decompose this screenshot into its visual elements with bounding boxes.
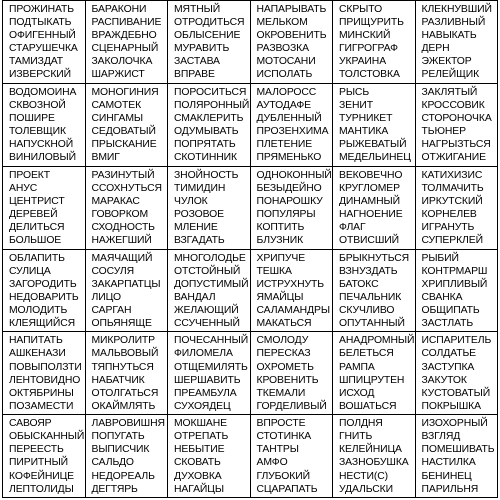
- word-item: УКРАИНА: [339, 56, 387, 68]
- word-item: ОКРОВЕНИТЬ: [256, 30, 327, 42]
- word-cell: [416, 1, 499, 84]
- word-item: ЭЖЕКТОР: [421, 56, 472, 68]
- word-item: СТОРОНОЧКА: [421, 113, 492, 125]
- word-item: ФЛАГ: [339, 222, 366, 234]
- word-item: ОФИГЕННЫЙ: [9, 30, 76, 42]
- word-item: ПОДТЫКАТЬ: [9, 17, 72, 29]
- word-item: САВОЯР: [9, 418, 52, 430]
- word-item: ЛЕПТОЛИДЫ: [9, 483, 74, 495]
- word-item: ОТСТОЙНЫЙ: [174, 265, 241, 277]
- word-item: ЛИЦО: [91, 291, 121, 303]
- word-item: ОПУТАННЫЙ: [339, 317, 405, 329]
- word-item: КОРНЕЛЕВ: [421, 208, 477, 220]
- word-item: ЦЕНТРИСТ: [9, 195, 65, 207]
- word-item: ПИРИТНЫЙ: [9, 457, 69, 469]
- word-item: СКРЫТО: [339, 4, 383, 15]
- word-item: ДЕГТЯРЬ: [91, 483, 138, 495]
- word-item: ТЯПНУТЬСЯ: [91, 361, 154, 373]
- word-item: КОПТИТЬ: [256, 222, 305, 234]
- word-item: ИРКУТСКИЙ: [421, 195, 483, 207]
- word-item: СВАНКА: [421, 291, 463, 303]
- word-item: МЕЛЬКОМ: [256, 17, 308, 29]
- word-item: САМОТЕК: [91, 99, 142, 111]
- word-item: ЗНОЙНОСТЬ: [174, 169, 239, 181]
- word-item: РАЗИНУТЫЙ: [91, 169, 155, 181]
- word-item: СКОТИННИК: [174, 152, 237, 164]
- word-item: СТАРУШЕЧКА: [9, 43, 78, 55]
- word-item: РЫСЬ: [339, 86, 370, 98]
- word-item: СТОТИНКА: [256, 431, 312, 443]
- word-cell: [3, 332, 86, 415]
- word-item: ОХРОМЕТЬ: [256, 361, 314, 373]
- word-item: БРЫКНУТЬСЯ: [339, 252, 410, 264]
- word-item: ОКАЙМЛЯТЬ: [91, 400, 156, 412]
- word-item: ВИНИЛОВЫЙ: [9, 152, 76, 164]
- word-item: МИНСКИЙ: [339, 30, 391, 42]
- word-item: СУПЕРКЛЕЙ: [421, 235, 483, 247]
- word-item: ПРОЖИНАТЬ: [9, 4, 74, 15]
- word-item: БЕЛЕТЬСЯ: [339, 348, 394, 360]
- word-item: ЗАКАРПАТЦЫ: [91, 278, 161, 290]
- word-item: КРОССОВИК: [421, 99, 485, 111]
- word-item: МОНОГИНИЯ: [91, 86, 159, 98]
- word-item: ТОЛЕВЩИК: [9, 126, 66, 138]
- word-item: БЕЗЫДЕЙНО: [256, 182, 322, 194]
- word-cell: [168, 415, 251, 498]
- word-cell: [86, 415, 169, 498]
- word-item: ОТРОДИТЬСЯ: [174, 17, 245, 29]
- word-item: НАЖЕГШИЙ: [91, 235, 152, 247]
- word-item: ДУБЛЕННЫЙ: [256, 113, 322, 125]
- word-item: ПОМЕШИВАТЬ: [421, 444, 495, 456]
- word-item: ДОПУСТИМЫЙ: [174, 278, 249, 290]
- word-item: ИГРАНУТЬ: [421, 222, 475, 234]
- word-item: ПЕРЕЕСТЬ: [9, 444, 64, 456]
- word-item: МАКАТЬСЯ: [256, 317, 312, 329]
- word-cell: [251, 250, 334, 333]
- word-item: КРУГЛОМЕР: [339, 182, 400, 194]
- word-item: ЛЕНТОВИДНО: [9, 374, 81, 386]
- word-cell: [86, 167, 169, 250]
- word-item: РЫЖЕВАТЫЙ: [339, 139, 407, 151]
- word-cell: [3, 250, 86, 333]
- word-item: МЛЕНИЕ: [174, 222, 218, 234]
- word-cell: [333, 167, 416, 250]
- word-item: ЧУЛОК: [174, 195, 208, 207]
- word-item: ОБЛЫСЕНИЕ: [174, 30, 241, 42]
- word-item: МИКРОЛИТР: [91, 335, 156, 347]
- word-cell: [168, 250, 251, 333]
- word-item: НАПУСКНОЙ: [9, 139, 74, 151]
- word-item: ДИНАМНЫЙ: [339, 195, 400, 207]
- word-item: МАЯЧАЩИЙ: [91, 252, 153, 264]
- word-item: ТУРНИКЕТ: [339, 113, 393, 125]
- word-item: ШАРЖИСТ: [91, 69, 145, 81]
- word-grid: [2, 0, 498, 498]
- word-item: ЗАЗНОБУШКА: [339, 457, 409, 469]
- word-item: ПОПРЯТАТЬ: [174, 139, 236, 151]
- word-item: ВРАЖДЕБНО: [91, 30, 157, 42]
- word-item: СМАКЛЕРИТЬ: [174, 113, 244, 125]
- word-item: КЛЕЯЩИЙСЯ: [9, 317, 76, 329]
- word-item: СОСУЛЯ: [91, 265, 134, 277]
- word-item: КУСТОВАТЫЙ: [421, 387, 491, 399]
- word-item: ТЬЮНЕР: [421, 126, 466, 138]
- word-item: НАГАЙЦЫ: [174, 483, 224, 495]
- word-item: ПОЗАМЕСТИ: [9, 400, 74, 412]
- word-item: ПЕЧАЛЬНИК: [339, 291, 402, 303]
- word-item: ЯМАЙЦЫ: [256, 291, 304, 303]
- word-item: ВПРАВЕ: [174, 69, 215, 81]
- word-item: ЗАСТУПКА: [421, 361, 475, 373]
- word-item: КОФЕЙНИЦЕ: [9, 470, 75, 482]
- word-item: БАРАКОНИ: [91, 4, 147, 15]
- word-item: ПОЛЯРОННЫЙ: [174, 99, 250, 111]
- word-item: КОНТРМАРШ: [421, 265, 488, 277]
- word-item: ГЛУБОКИЙ: [256, 470, 310, 482]
- word-item: ШПИЦРУТЕН: [339, 374, 405, 386]
- word-item: КЕЛЕЙНИЦА: [339, 444, 402, 456]
- word-item: ОПЬЯНЯЩЕ: [91, 317, 152, 329]
- word-item: КАТИХИЗИС: [421, 169, 483, 181]
- word-cell: [251, 167, 334, 250]
- word-item: ОТРЕПАТЬ: [174, 431, 229, 443]
- word-item: НАГНОЕНИЕ: [339, 208, 403, 220]
- word-item: ТАМИЗДАТ: [9, 56, 64, 68]
- word-item: ВЗГАДАТЬ: [174, 235, 225, 247]
- word-cell: [333, 1, 416, 84]
- word-item: КЛЕКНУВШИЙ: [421, 4, 492, 15]
- word-item: ЗАКУТОК: [421, 374, 467, 386]
- word-cell: [333, 415, 416, 498]
- word-item: СУХОЯДЕЦ: [174, 400, 231, 412]
- word-item: НЕДОВАРИТЬ: [9, 291, 79, 303]
- word-cell: [333, 84, 416, 167]
- word-item: ОДНОКОННЫЙ: [256, 169, 332, 181]
- word-item: ОТЖИГАНИЕ: [421, 152, 486, 164]
- word-item: МАРАКАС: [91, 195, 140, 207]
- word-item: МНОГОЛОДЬЕ: [174, 252, 246, 264]
- word-cell: [3, 1, 86, 84]
- word-item: МЕДЕЛЬИНЕЦ: [339, 152, 411, 164]
- word-item: ГИГРОГРАФ: [339, 43, 398, 55]
- word-item: ВЗНУЗДАТЬ: [339, 265, 398, 277]
- word-item: СИНГАМЫ: [91, 113, 143, 125]
- word-item: ТОЛМАЧИТЬ: [421, 182, 484, 194]
- word-item: ПОЧЕСАННЫЙ: [174, 335, 249, 347]
- word-cell: [251, 1, 334, 84]
- word-item: ХРИПУЧЕ: [256, 252, 306, 264]
- word-item: НЕДОРЕАЛЬ: [91, 470, 155, 482]
- word-item: НАПИТАТЬ: [9, 335, 63, 347]
- word-item: МОЛОДИТЬ: [9, 304, 68, 316]
- word-item: СЦЕНАРНЫЙ: [91, 43, 159, 55]
- word-item: МОКШАНЕ: [174, 418, 227, 430]
- word-item: НЕБЫТИЕ: [174, 444, 225, 456]
- word-item: МОТОСАНИ: [256, 56, 316, 68]
- word-item: ПРИЩУРИТЬ: [339, 17, 404, 29]
- word-item: ТИМИДИН: [174, 182, 226, 194]
- word-item: УДАЛЬСКИ: [339, 483, 393, 495]
- word-item: НАГРЫЗТЬСЯ: [421, 139, 491, 151]
- word-item: НАСТИЛКА: [421, 457, 476, 469]
- word-item: ПОЛДНЯ: [339, 418, 383, 430]
- word-item: ИСТРУХНУТЬ: [256, 278, 324, 290]
- word-cell: [333, 332, 416, 415]
- word-item: АУТОДАФЕ: [256, 99, 311, 111]
- word-item: МАЛЬВОВЫЙ: [91, 348, 159, 360]
- word-item: ПОНАРОШКУ: [256, 195, 323, 207]
- word-item: НАВЫКАТЬ: [421, 30, 477, 42]
- word-item: ДЕРЕВЕЙ: [9, 208, 58, 220]
- word-cell: [86, 250, 169, 333]
- word-item: НАПАРЫВАТЬ: [256, 4, 327, 15]
- word-item: БЕНИНЕЦ: [421, 470, 472, 482]
- word-item: МАНТИКА: [339, 126, 389, 138]
- word-item: РЕЛЕЙЩИК: [421, 69, 480, 81]
- word-item: АНУС: [9, 182, 38, 194]
- word-item: КРОВЕНИТЬ: [256, 374, 319, 386]
- word-item: ЗАКЛЯТЫЙ: [421, 86, 478, 98]
- word-item: ШЕРШАВИТЬ: [174, 374, 241, 386]
- word-item: ТЕШКА: [256, 265, 292, 277]
- word-item: МЯТНЫЙ: [174, 4, 221, 15]
- word-item: ПОВЫПОЛЗТИ: [9, 361, 82, 373]
- word-item: ЛАВРОВИШНЯ: [91, 418, 165, 430]
- word-item: ЗАГОРОДИТЬ: [9, 278, 77, 290]
- word-item: ПАРИЛЬНЯ: [421, 483, 479, 495]
- word-item: ПОШИРЕ: [9, 113, 55, 125]
- word-item: ФИЛОМЕЛА: [174, 348, 233, 360]
- word-item: ДЕРН: [421, 43, 450, 55]
- word-item: НАБАТЧИК: [91, 374, 145, 386]
- word-item: ПЛЕТЕНИЕ: [256, 139, 313, 151]
- word-item: АМФО: [256, 457, 288, 469]
- word-item: ТАНТРЫ: [256, 444, 299, 456]
- word-item: ВОШАТЬСЯ: [339, 400, 397, 412]
- word-cell: [251, 415, 334, 498]
- word-item: СМОЛОДУ: [256, 335, 309, 347]
- word-item: ВЕКОВЕЧНО: [339, 169, 403, 181]
- word-item: САЛЬДО: [91, 457, 134, 469]
- word-cell: [416, 84, 499, 167]
- word-item: ЗАСТАВА: [174, 56, 220, 68]
- word-item: ПОПУЛЯРЫ: [256, 208, 316, 220]
- word-item: РОЗОВОЕ: [174, 208, 224, 220]
- word-item: СУЛИЦА: [9, 265, 51, 277]
- word-item: МУРАВИТЬ: [174, 43, 230, 55]
- word-item: ПРЯМЕНЬКО: [256, 152, 322, 164]
- word-item: ЗЕНИТ: [339, 99, 374, 111]
- word-item: ВАНДАЛ: [174, 291, 216, 303]
- word-item: ПРОЗЕНХИМА: [256, 126, 329, 138]
- word-item: ТКЕМАЛИ: [256, 387, 306, 399]
- word-item: ГНИТЬ: [339, 431, 373, 443]
- word-item: ОТЩЕМИЛЯТЬ: [174, 361, 248, 373]
- word-item: СХОДНОСТЬ: [91, 222, 155, 234]
- word-item: ЖЕЛАЮЩИЙ: [174, 304, 239, 316]
- word-item: РАЗЛИВНЫЙ: [421, 17, 486, 29]
- word-cell: [3, 167, 86, 250]
- word-item: РЫБИЙ: [421, 252, 459, 264]
- word-item: СЕДОВАТЫЙ: [91, 126, 156, 138]
- word-cell: [3, 84, 86, 167]
- word-item: ПРЕАМБУЛА: [174, 387, 237, 399]
- word-item: НЕСТИ(С): [339, 470, 389, 482]
- word-item: ПРОЕКТ: [9, 169, 50, 181]
- word-item: СКОВАТЬ: [174, 457, 221, 469]
- word-item: ССОХНУТЬСЯ: [91, 182, 162, 194]
- word-item: ВПРОСТЕ: [256, 418, 306, 430]
- word-cell: [86, 84, 169, 167]
- word-item: ПОКРЫШКА: [421, 400, 481, 412]
- word-item: ПОПУГАТЬ: [91, 431, 145, 443]
- word-cell: [251, 332, 334, 415]
- word-item: ДЕЛИТЬСЯ: [9, 222, 65, 234]
- word-cell: [168, 167, 251, 250]
- word-item: СОЛДАТЬЕ: [421, 348, 477, 360]
- word-item: ОТОЛГАТЬСЯ: [91, 387, 159, 399]
- word-item: ОДУМЫВАТЬ: [174, 126, 239, 138]
- word-cell: [416, 250, 499, 333]
- word-item: ПЕРЕСКАЗ: [256, 348, 311, 360]
- word-item: САРГАН: [91, 304, 132, 316]
- word-cell: [416, 415, 499, 498]
- word-item: ВЗГЛЯД: [421, 431, 461, 443]
- word-item: МАЛОРОСС: [256, 86, 317, 98]
- word-item: РАСПИВАНИЕ: [91, 17, 162, 29]
- word-cell: [86, 1, 169, 84]
- word-cell: [333, 250, 416, 333]
- word-item: ОКТЯБРИНЫ: [9, 387, 74, 399]
- word-cell: [168, 84, 251, 167]
- word-item: БЛУЗНИК: [256, 235, 304, 247]
- word-item: СЦАРАПАТЬ: [256, 483, 318, 495]
- word-item: ОБЩИПАТЬ: [421, 304, 480, 316]
- word-cell: [168, 332, 251, 415]
- word-cell: [86, 332, 169, 415]
- word-item: ПОРОСИТЬСЯ: [174, 86, 247, 98]
- word-item: ИЗВЕРСКИЙ: [9, 69, 72, 81]
- word-item: ТОЛСТОВКА: [339, 69, 400, 81]
- word-item: ОБЫСКАННЫЙ: [9, 431, 85, 443]
- word-item: ГОРДЕЛИВЫЙ: [256, 400, 327, 412]
- word-item: ГОВОРКОМ: [91, 208, 149, 220]
- word-item: ЗАСТЛАТЬ: [421, 317, 474, 329]
- word-item: ВОДОМОИНА: [9, 86, 77, 98]
- word-item: ИЗОХОРНЫЙ: [421, 418, 488, 430]
- word-item: ЗАКОЛОЧКА: [91, 56, 153, 68]
- word-item: РАМПА: [339, 361, 375, 373]
- word-item: РАЗВОЗКА: [256, 43, 309, 55]
- word-item: ИСХОД: [339, 387, 375, 399]
- word-item: ВМИГ: [91, 152, 120, 164]
- word-cell: [3, 415, 86, 498]
- word-item: ХРИПЛИВЫЙ: [421, 278, 488, 290]
- word-cell: [416, 332, 499, 415]
- word-item: БОЛЬШОЕ: [9, 235, 62, 247]
- word-item: БАТОКС: [339, 278, 379, 290]
- word-item: ИСПОЛАТЬ: [256, 69, 313, 81]
- word-item: СКВОЗНОЙ: [9, 99, 66, 111]
- word-item: АНАДРОМНЫЙ: [339, 335, 415, 347]
- word-cell: [251, 84, 334, 167]
- word-item: АШКЕНАЗИ: [9, 348, 66, 360]
- word-item: СКУЧЛИВО: [339, 304, 395, 316]
- word-item: ПРЫСКАНИЕ: [91, 139, 157, 151]
- word-item: ВЫПИСЧИК: [91, 444, 150, 456]
- word-item: САЛАМАНДРЫ: [256, 304, 330, 316]
- word-cell: [416, 167, 499, 250]
- word-item: ССУЧЕННЫЙ: [174, 317, 240, 329]
- word-item: ИСПАРИТЕЛЬ: [421, 335, 492, 347]
- word-item: ОТВИСШИЙ: [339, 235, 399, 247]
- word-cell: [168, 1, 251, 84]
- word-item: ОБЛАПИТЬ: [9, 252, 65, 264]
- word-item: ДУХОВКА: [174, 470, 222, 482]
